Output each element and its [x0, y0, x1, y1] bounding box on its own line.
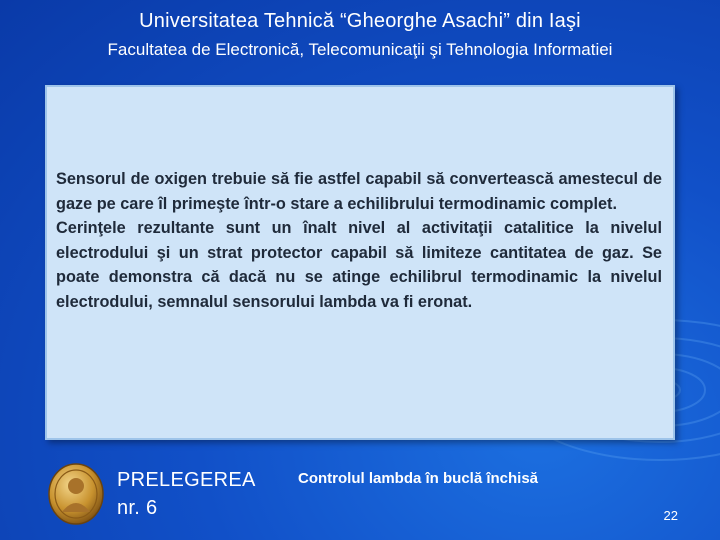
page-title: Universitatea Tehnică “Gheorghe Asachi” din Iaşi [139, 10, 581, 32]
paragraph-1: Sensorul de oxigen trebuie să fie astfel capabil să convertească amestecul de gaze pe care îl primeşte într-o stare a echilibrului termodinamic complet. [56, 170, 662, 213]
paragraph-2: Cerinţele rezultante sunt un înalt nivel al activitaţii catalitice la nivelul electrodului şi un strat protector capabil să limiteze cantitatea de gaz. Se poate demonstra că dacă nu se atinge echilibrul termodinamic la nivelul electrodului, semnalul sensorului lambda va fi eronat. [56, 219, 662, 311]
university-medal-icon [47, 462, 105, 526]
content-text [56, 167, 662, 314]
lecture-label-line2: nr. 6 [117, 497, 158, 519]
page-subtitle: Facultatea de Electronică, Telecomunicaţii şi Tehnologia Informatiei [107, 40, 613, 59]
content-box [45, 85, 675, 440]
lecture-topic: Controlul lambda în buclă închisă [298, 470, 539, 487]
lecture-label [117, 466, 256, 522]
page-number: 22 [663, 508, 678, 523]
lecture-label-line1: PRELEGEREA [117, 469, 256, 491]
